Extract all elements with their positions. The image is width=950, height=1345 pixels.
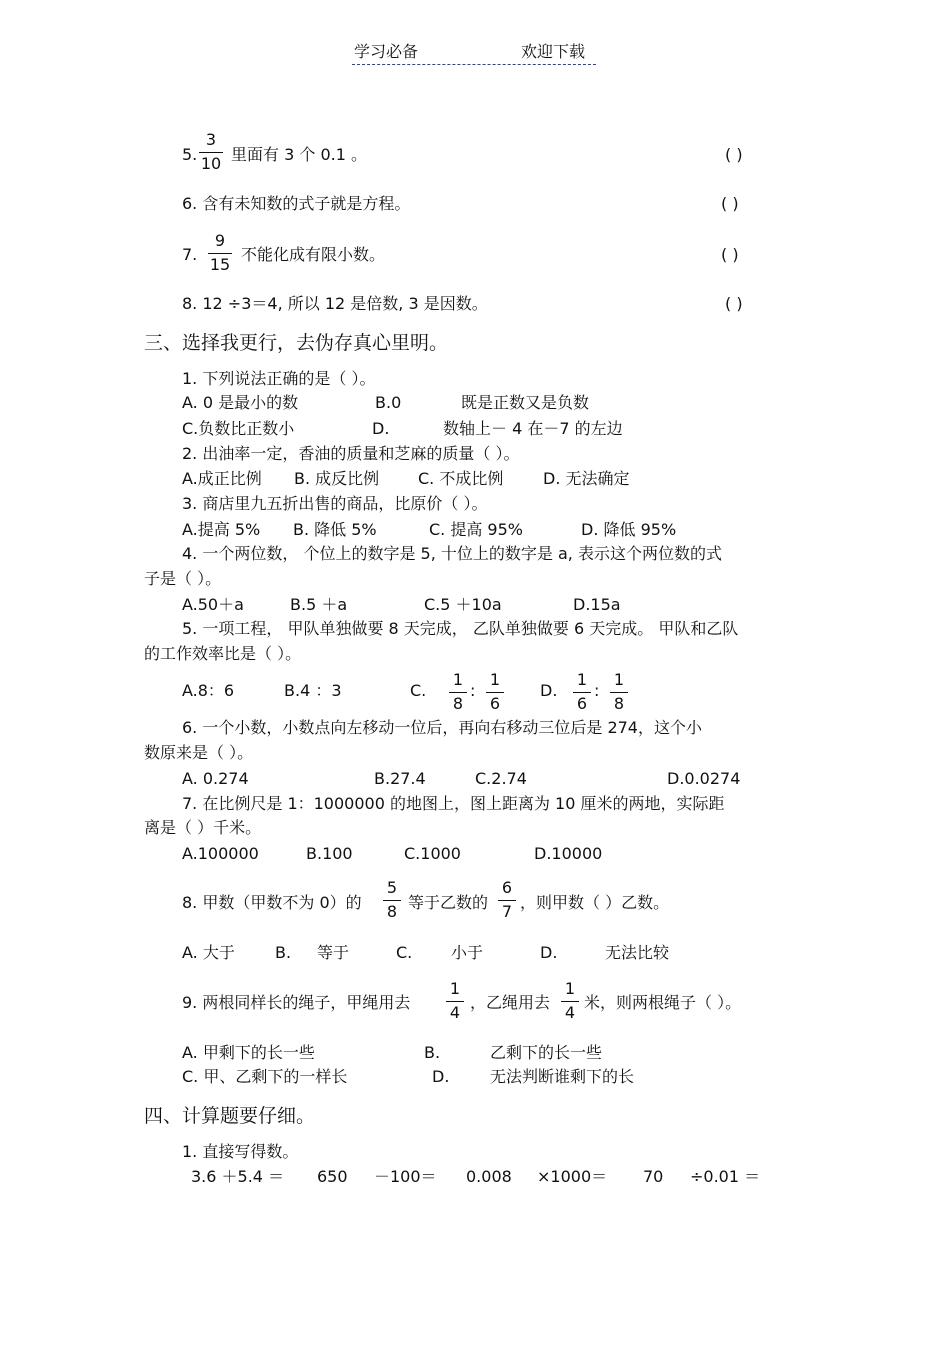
- s3-q6-b: B.27.4: [374, 769, 426, 788]
- fraction-bar: [610, 692, 628, 693]
- fraction-numerator: 1: [489, 670, 501, 689]
- s3-q1-d: D.: [372, 419, 390, 438]
- calc-item-3: －100＝: [374, 1167, 437, 1186]
- s3-q5-d: D.: [540, 681, 558, 700]
- fraction-bar: [498, 900, 516, 901]
- s3-q3-c: C. 提高 95%: [429, 520, 523, 539]
- s3-q5-a: A.8：6: [182, 681, 235, 700]
- s3-q3-b: B. 降低 5%: [293, 520, 377, 539]
- calc-item-4: 0.008: [466, 1167, 512, 1186]
- s3-q5-stem-line1: 5. 一项工程， 甲队单独做要 8 天完成， 乙队单独做要 6 天完成。 甲队和乙队: [182, 619, 739, 638]
- judge-q8-paren: ( ): [725, 294, 743, 313]
- s3-q4-stem-line2: 子是（ ）。: [144, 569, 222, 588]
- judge-q7-text: 不能化成有限小数。: [241, 245, 386, 264]
- s3-q5-stem-line2: 的工作效率比是（ ）。: [144, 644, 302, 663]
- judge-q5-fraction: [199, 132, 223, 172]
- s3-q1-c: C.负数比正数小: [182, 419, 295, 438]
- s4-q1-stem: 1. 直接写得数。: [182, 1142, 299, 1161]
- calc-item-5: ×1000＝: [537, 1167, 608, 1186]
- s3-q7-c: C.1000: [404, 844, 461, 863]
- s3-q4-d: D.15a: [573, 595, 621, 614]
- s3-q4-a: A.50＋a: [182, 595, 244, 614]
- judge-q5-text: 里面有 3 个 0.1 。: [231, 145, 367, 164]
- fraction-bar: [573, 692, 591, 693]
- s3-q7-stem-line2: 离是（ ）千米。: [144, 818, 262, 837]
- fraction-numerator: 5: [386, 878, 398, 897]
- s3-q2-a: A.成正比例: [182, 469, 262, 488]
- fraction-numerator: 1: [564, 979, 576, 998]
- s3-q8-d: D.: [540, 943, 558, 962]
- s3-q6-d: D.0.0274: [667, 769, 741, 788]
- s3-q8-pre: 8. 甲数（甲数不为 0）的: [182, 893, 362, 912]
- judge-q8: 8. 12 ÷3＝4, 所以 12 是倍数, 3 是因数。: [182, 294, 488, 313]
- calc-item-7: ÷0.01 ＝: [690, 1167, 761, 1186]
- judge-q6-paren: ( ): [721, 194, 739, 213]
- fraction-bar: [449, 692, 467, 693]
- fraction-numerator: 1: [613, 670, 625, 689]
- s3-q9-fraction-1: [446, 981, 464, 1021]
- s3-q5-b: B.4 ：3: [284, 681, 342, 700]
- s3-q5-d-colon: :: [594, 681, 600, 700]
- fraction-denominator: 4: [564, 1003, 576, 1022]
- s3-q9-post: 米，则两根绳子（ ）。: [584, 993, 742, 1012]
- s3-q6-c: C.2.74: [475, 769, 527, 788]
- s3-q5-c: C.: [410, 681, 427, 700]
- s3-q5-c-colon: :: [470, 681, 476, 700]
- s3-q7-stem-line1: 7. 在比例尺是 1：1000000 的地图上，图上距离为 10 厘米的两地，实际距: [182, 794, 725, 813]
- s3-q9-pre: 9. 两根同样长的绳子，甲绳用去: [182, 993, 411, 1012]
- s3-q5-d-fraction-2: [610, 672, 628, 712]
- s3-q9-b-text: 乙剩下的长一些: [490, 1043, 603, 1062]
- fraction-bar: [561, 1001, 579, 1002]
- judge-q7-fraction: [208, 233, 232, 273]
- s3-q4-stem-line1: 4. 一个两位数， 个位上的数字是 5, 十位上的数字是 a, 表示这个两位数的式: [182, 544, 722, 563]
- fraction-numerator: 1: [452, 670, 464, 689]
- s3-q8-a: A. 大于: [182, 943, 235, 962]
- s3-q9-b: B.: [424, 1043, 441, 1062]
- fraction-denominator: 8: [452, 694, 464, 713]
- s3-q1-d-text: 数轴上－ 4 在－7 的左边: [443, 419, 623, 438]
- header-left: 学习必备: [354, 42, 419, 61]
- s3-q3-d: D. 降低 95%: [581, 520, 677, 539]
- fraction-numerator: 1: [449, 979, 461, 998]
- s3-q8-mid: 等于乙数的: [408, 893, 489, 912]
- section4-title: 四、计算题要仔细。: [144, 1105, 316, 1127]
- s3-q5-d-fraction-1: [573, 672, 591, 712]
- s3-q6-stem-line2: 数原来是（ ）。: [144, 743, 254, 762]
- s3-q9-d: D.: [432, 1067, 450, 1086]
- s3-q1-b: B.0: [375, 393, 402, 412]
- s3-q8-fraction-2: [498, 880, 516, 920]
- fraction-bar: [383, 900, 401, 901]
- s3-q8-d-text: 无法比较: [605, 943, 670, 962]
- s3-q4-c: C.5 ＋10a: [424, 595, 502, 614]
- fraction-numerator: 9: [214, 231, 226, 250]
- s3-q2-stem: 2. 出油率一定，香油的质量和芝麻的质量（ ）。: [182, 444, 520, 463]
- fraction-denominator: 8: [386, 902, 398, 921]
- s3-q2-c: C. 不成比例: [418, 469, 504, 488]
- fraction-numerator: 6: [501, 878, 513, 897]
- header-divider: [352, 64, 596, 65]
- s3-q1-stem: 1. 下列说法正确的是（ ）。: [182, 369, 376, 388]
- s3-q1-b-text: 既是正数又是负数: [461, 393, 590, 412]
- fraction-numerator: 3: [205, 130, 217, 149]
- fraction-denominator: 6: [576, 694, 588, 713]
- judge-q5-num: 5.: [182, 145, 198, 164]
- s3-q9-c: C. 甲、乙剩下的一样长: [182, 1067, 348, 1086]
- judge-q7-paren: ( ): [721, 245, 739, 264]
- s3-q7-d: D.10000: [534, 844, 603, 863]
- s3-q8-b: B.: [275, 943, 292, 962]
- fraction-bar: [208, 253, 232, 254]
- s3-q9-d-text: 无法判断谁剩下的长: [490, 1067, 635, 1086]
- calc-item-1: 3.6 ＋5.4 ＝: [191, 1167, 285, 1186]
- fraction-denominator: 15: [209, 255, 231, 274]
- fraction-denominator: 10: [200, 154, 222, 173]
- s3-q5-c-fraction-1: [449, 672, 467, 712]
- s3-q8-c: C.: [396, 943, 413, 962]
- calc-item-6: 70: [643, 1167, 664, 1186]
- section3-title: 三、选择我更行，去伪存真心里明。: [144, 332, 449, 354]
- judge-q7-num: 7.: [182, 245, 198, 264]
- s3-q3-stem: 3. 商店里九五折出售的商品，比原价（ ）。: [182, 494, 488, 513]
- s3-q1-a: A. 0 是最小的数: [182, 393, 299, 412]
- s3-q6-a: A. 0.274: [182, 769, 249, 788]
- s3-q9-fraction-2: [561, 981, 579, 1021]
- header-right: 欢迎下载: [521, 42, 586, 61]
- fraction-denominator: 4: [449, 1003, 461, 1022]
- judge-q6: 6. 含有未知数的式子就是方程。: [182, 194, 411, 213]
- s3-q6-stem-line1: 6. 一个小数，小数点向左移动一位后，再向右移动三位后是 274，这个小: [182, 718, 702, 737]
- s3-q2-d: D. 无法确定: [543, 469, 630, 488]
- s3-q3-a: A.提高 5%: [182, 520, 261, 539]
- fraction-bar: [446, 1001, 464, 1002]
- fraction-bar: [199, 152, 223, 153]
- fraction-denominator: 7: [501, 902, 513, 921]
- s3-q7-a: A.100000: [182, 844, 259, 863]
- s3-q5-c-fraction-2: [486, 672, 504, 712]
- s3-q8-c-text: 小于: [451, 943, 484, 962]
- fraction-bar: [486, 692, 504, 693]
- s3-q9-a: A. 甲剩下的长一些: [182, 1043, 315, 1062]
- s3-q8-post: ，则甲数（ ）乙数。: [520, 893, 670, 912]
- calc-item-2: 650: [317, 1167, 348, 1186]
- fraction-numerator: 1: [576, 670, 588, 689]
- s3-q2-b: B. 成反比例: [294, 469, 380, 488]
- s3-q9-mid: ，乙绳用去: [470, 993, 551, 1012]
- s3-q7-b: B.100: [306, 844, 353, 863]
- fraction-denominator: 8: [613, 694, 625, 713]
- s3-q4-b: B.5 ＋a: [290, 595, 348, 614]
- s3-q8-b-text: 等于: [317, 943, 350, 962]
- judge-q5-paren: ( ): [725, 145, 743, 164]
- fraction-denominator: 6: [489, 694, 501, 713]
- s3-q8-fraction-1: [383, 880, 401, 920]
